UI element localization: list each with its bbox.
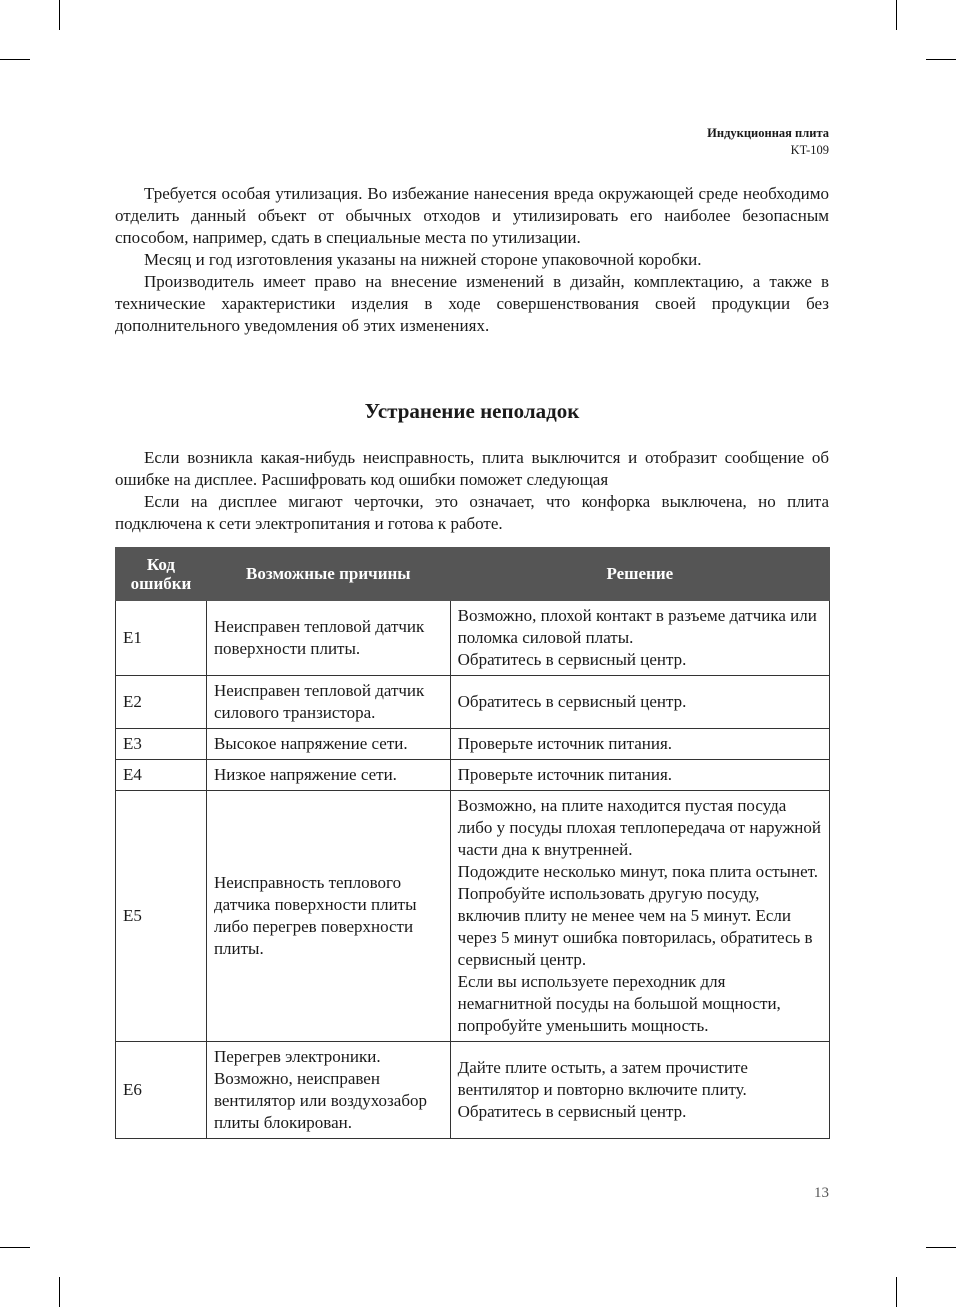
error-solution: [450, 676, 829, 729]
error-solution: [450, 601, 829, 676]
paragraph: Если на дисплее мигают черточки, это означает, что конфорка выключена, но плита подключена к сети электропитания и готова к работе.: [115, 492, 829, 533]
crop-mark: [926, 1247, 956, 1248]
table-row: [116, 760, 830, 791]
header-code: Код ошибки: [116, 548, 207, 601]
crop-mark: [926, 59, 956, 60]
table-header-row: [116, 548, 830, 601]
solution-line: Проверьте источник питания.: [457, 765, 673, 784]
header-title: Индукционная плита: [707, 126, 829, 140]
solution-line: Обратитесь в сервисный центр.: [457, 650, 687, 669]
error-cause: Перегрев электроники. Возможно, неисправен вентилятор или воздухозабор плиты блокирован.: [206, 1042, 450, 1139]
solution-line: Подождите несколько минут, пока плита остынет. Попробуйте использовать другую посуду, включив плиту не менее чем на 5 минут. Если через 5 минут ошибка повторилась, обратитесь в сервисный центр.: [457, 862, 819, 969]
error-code: E3: [116, 729, 207, 760]
crop-mark: [0, 59, 30, 60]
table-row: [116, 1042, 830, 1139]
section-title: Устранение неполадок: [364, 399, 580, 423]
crop-mark: [59, 0, 60, 30]
crop-mark: [0, 1247, 30, 1248]
error-cause: Низкое напряжение сети.: [206, 760, 450, 791]
crop-mark: [896, 0, 897, 30]
solution-line: Обратитесь в сервисный центр.: [457, 1102, 687, 1121]
header-solution: Решение: [450, 548, 829, 601]
header-model: KT-109: [790, 143, 829, 157]
paragraph: Производитель имеет право на внесение изменений в дизайн, комплектацию, а также в технические характеристики изделия в ходе совершенствования своей продукции без дополнительного уведомления об этих изменениях.: [115, 272, 829, 335]
error-code: E6: [116, 1042, 207, 1139]
error-solution: [450, 791, 829, 1042]
crop-mark: [896, 1277, 897, 1307]
error-code: E4: [116, 760, 207, 791]
intro-text: [115, 183, 829, 337]
solution-line: Возможно, плохой контакт в разъеме датчика или поломка силовой платы.: [457, 606, 817, 647]
crop-mark: [59, 1277, 60, 1307]
error-solution: [450, 729, 829, 760]
error-code: E1: [116, 601, 207, 676]
error-code: E5: [116, 791, 207, 1042]
solution-line: Если вы используете переходник для немагнитной посуды на большой мощности, попробуйте уменьшить мощность.: [457, 972, 781, 1035]
error-cause: Высокое напряжение сети.: [206, 729, 450, 760]
paragraph: Требуется особая утилизация. Во избежание нанесения вреда окружающей среде необходимо отделить данный объект от обычных отходов и утилизировать его наиболее безопасным способом, например, сдать в специальные места по утилизации.: [115, 184, 829, 247]
page-number: 13: [814, 1185, 829, 1201]
error-solution: [450, 760, 829, 791]
solution-line: Обратитесь в сервисный центр.: [457, 692, 687, 711]
section-text: [115, 447, 829, 535]
table-row: [116, 729, 830, 760]
error-cause: Неисправность теплового датчика поверхности плиты либо перегрев поверхности плиты.: [206, 791, 450, 1042]
paragraph: Если возникла какая-нибудь неисправность, плита выключится и отобразит сообщение об ошибке на дисплее. Расшифровать код ошибки поможет следующая: [115, 448, 829, 489]
solution-line: Дайте плите остыть, а затем прочистите вентилятор и повторно включите плиту.: [457, 1058, 748, 1099]
error-cause: Неисправен тепловой датчик поверхности плиты.: [206, 601, 450, 676]
error-solution: [450, 1042, 829, 1139]
running-header: [707, 125, 829, 159]
table-row: [116, 601, 830, 676]
error-codes-table: [115, 547, 830, 1139]
paragraph: Месяц и год изготовления указаны на нижней стороне упаковочной коробки.: [144, 250, 702, 269]
solution-line: Проверьте источник питания.: [457, 734, 673, 753]
error-cause: Неисправен тепловой датчик силового транзистора.: [206, 676, 450, 729]
header-causes: Возможные причины: [206, 548, 450, 601]
solution-line: Возможно, на плите находится пустая посуда либо у посуды плохая теплопередача от наружной части дна к внутренней.: [457, 796, 821, 859]
error-code: E2: [116, 676, 207, 729]
table-row: [116, 791, 830, 1042]
table-row: [116, 676, 830, 729]
